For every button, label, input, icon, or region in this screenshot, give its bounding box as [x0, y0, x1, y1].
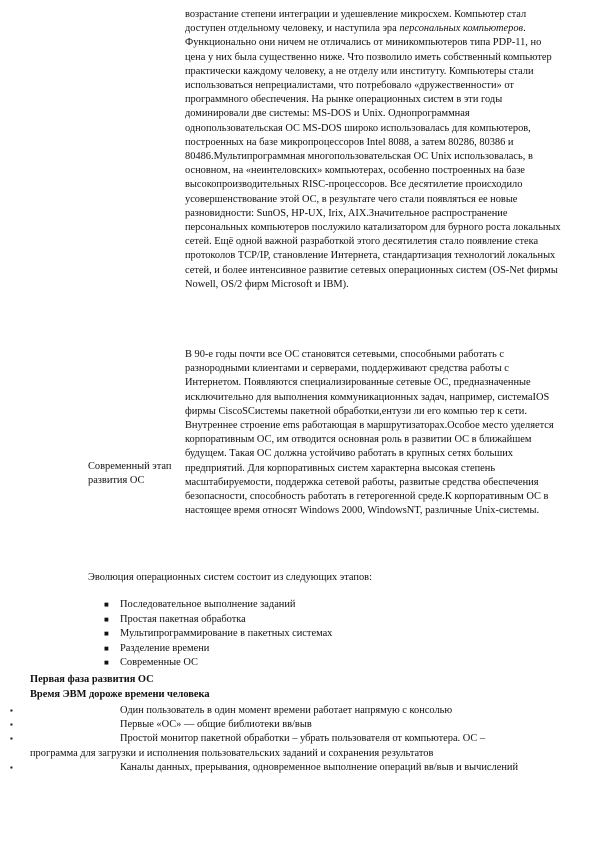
phase-items-list: [0, 704, 595, 775]
list-item: ■ Современные ОС: [100, 656, 332, 671]
bullet-icon: ▪: [10, 706, 13, 715]
table-cell-1980s-text: [185, 8, 563, 292]
text-emphasis: персональных компьютеров: [399, 23, 524, 35]
list-item: ■ Разделение времени: [100, 642, 332, 657]
list-item: ■ Простая пакетная обработка: [100, 613, 332, 628]
bullet-icon: ■: [104, 600, 109, 609]
paragraph-modern: В 90-е годы почти все ОС становятся сетевыми, способными работать с разнородными клиентами и серверами, поддерживают средства работы с Интернетом. Появляются специализированные сетевые ОС, предназначенные исключительно для выполнения коммуникационных задач, например, системаIOS фирмы CiscoSCистемы пакетной обработки,ентузи ли его компью тер к сети. Внутреннее строение ems работающая в маршрутизаторах.Особое место уделяется корпоративным ОС, им отводится основная роль в развитии ОС в ближайшем будущем. Такая ОС должна устойчиво работать в крупных сетях больших предприятий. Для корпоративных систем характерна высокая степень масштабируемости, поддержка сетевой работы, развитые средства обеспечения безопасности, способность работать в гетерогенной среде.К корпоративным ОС в настоящее время относят Windows 2000, WindowsNT, различные Unix-системы.: [185, 349, 554, 517]
paragraph-1980s: [185, 8, 563, 292]
table-cell-label-modern: Современный этап развития ОС: [88, 461, 172, 487]
list-item: ■ Мультипрограммирование в пакетных системах: [100, 627, 332, 642]
bullet-icon: ■: [104, 658, 109, 668]
evolution-intro: Эволюция операционных систем состоит из следующих этапов:: [88, 572, 372, 583]
text-run: возрастание степени интеграции и удешевление микросхем. Компьютер стал доступен отдельному человеку, и наступила эра: [185, 9, 527, 35]
phase-title: Первая фаза развития ОС: [30, 674, 154, 685]
bullet-icon: ▪: [10, 762, 13, 772]
list-item: ▪ Один пользователь в один момент времени работает напрямую с консолью: [0, 704, 595, 718]
bullet-icon: ■: [104, 629, 109, 639]
table-cell-modern-text: [185, 348, 563, 518]
list-item: ▪ Простой монитор пакетной обработки – убрать пользователя от компьютера. ОС – программа для загрузки и исполнения пользовательских заданий и сохранения результатов: [10, 733, 486, 759]
text-run: . Функционально они ничем не отличались от миникомпьютеров типа PDP-11, но цена у них была существенно ниже. Что позволило иметь собственный компьютер практически каждому человеку, а не отделу или институту. Компьютеры стали использоваться непрециалистами, что потребовало «дружественности» от программного обеспечения. На рынке операционных систем в эти годы доминировали две системы: MS-DOS и Unix. Однопрограммная однопользовательская ОС MS-DOS широко использовалась для компьютеров, построенных на базе микропроцессоров Intel 8088, а затем 80286, 80386 и 80486.Мультипрограммная многопользовательская ОС Unix использовалась, в основном, на «неинтеловских» компьютерах, особенно построенных на базе высокопроизводительных RISC-процессоров. Все десятилетие происходило усовершенствование этой ОС, в результате чего стали появляться ее новые разновидности: SunOS, HP-UX, Irix, AIX.Значительное распространение персональных компьютеров послужило катализатором для бурного роста локальных сетей. Ещё одной важной разработкой этого десятилетия стало появление стека протоколов TCP/IP, становление Интернета, стандартизация технологий локальных сетей, и более интенсивное развитие сетевых операционных систем (OS-Net фирмы Nowell, OS/2 фирм Microsoft и IBM).: [185, 23, 561, 290]
bullet-icon: ■: [104, 614, 109, 624]
bullet-icon: ▪: [10, 734, 13, 744]
list-item: ■ Последовательное выполнение заданий: [100, 598, 332, 613]
list-item: ▪ Первые «ОС» — общие библиотеки вв/выв: [0, 718, 595, 732]
stages-list: [100, 598, 332, 671]
bullet-icon: ▪: [10, 720, 13, 730]
list-item: ▪ Каналы данных, прерывания, одновременное выполнение операций вв/выв и вычислений: [0, 761, 595, 775]
phase-subtitle: Время ЭВМ дороже времени человека: [30, 689, 210, 700]
bullet-icon: ■: [104, 643, 109, 653]
